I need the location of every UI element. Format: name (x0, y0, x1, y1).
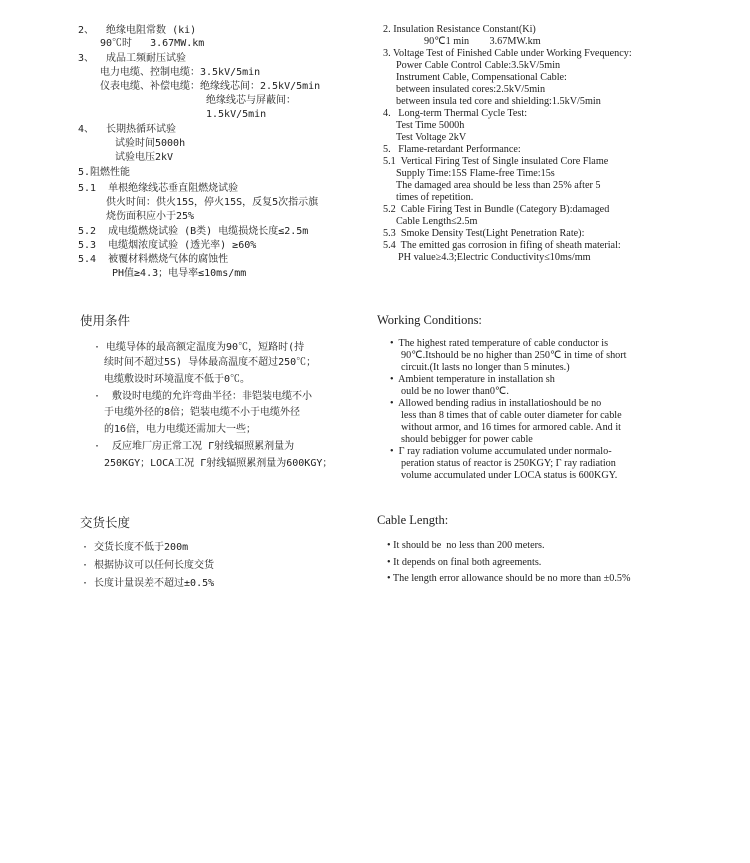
spec-line: 烧伤面积应小于25% (106, 211, 195, 222)
condition-line: · 敷设时电缆的允许弯曲半径：非铠装电缆不小 (94, 391, 313, 402)
spec-line: 5.2 Cable Firing Test in Bundle (Category B):damaged (383, 204, 610, 215)
spec-line: 试验时间5000h (115, 138, 186, 149)
condition-line: 250KGY；LOCA工况 Γ射线辐照累剂量为600KGY； (104, 458, 333, 469)
length-line: • It depends on final both agreements. (387, 557, 542, 568)
condition-line: · 电缆导体的最高额定温度为90℃，短路时(持 (94, 342, 305, 353)
length-title: 交货长度 (80, 515, 131, 530)
conditions-title: 使用条件 (80, 313, 131, 328)
spec-line: 4. Long-term Thermal Cycle Test: (383, 108, 528, 119)
length-line: • The length error allowance should be no more than ±0.5% (387, 573, 631, 584)
spec-line: 90℃1 min 3.67MW.km (424, 36, 541, 47)
spec-line: 5.3 电缆烟浓度试验 (透光率) ≥60% (78, 240, 257, 251)
condition-line: without armor, and 16 times for armored cable. And it (401, 422, 621, 433)
spec-line: 绝缘线芯与屏蔽间： (206, 95, 296, 106)
length-title: Cable Length: (377, 513, 449, 527)
spec-line: PH value≥4.3;Electric Conductivity≤10ms/mm (398, 252, 591, 263)
condition-line: circuit.(It lasts no longer than 5 minutes.) (401, 362, 570, 373)
spec-line: 1.5kV/5min (206, 109, 267, 120)
spec-line: 3、 成品工频耐压试验 (78, 53, 187, 64)
condition-line: · 反应堆厂房正常工况 Γ射线辐照累剂量为 (94, 441, 295, 452)
spec-line: 2、 绝缘电阻常数 (ki) (78, 25, 197, 36)
spec-line: 2. Insulation Resistance Constant(Ki) (383, 24, 536, 35)
length-line: • It should be no less than 200 meters. (387, 540, 545, 551)
condition-line: 电缆敷设时环境温度不低于0℃。 (104, 374, 251, 385)
condition-line: should bebigger for power cable (401, 434, 533, 445)
length-line: · 长度计量误差不超过±0.5% (82, 578, 215, 589)
length-line: · 根据协议可以任何长度交货 (82, 560, 215, 571)
spec-line: 5.1 单根绝缘线芯垂直阻燃烧试验 (78, 183, 239, 194)
spec-line: 5.1 Vertical Firing Test of Single insulated Core Flame (383, 156, 609, 167)
spec-line: Test Time 5000h (396, 120, 465, 131)
spec-line: 90℃时 3.67MW.km (100, 38, 205, 49)
condition-line: 续时间不超过5S) 导体最高温度不超过250℃； (104, 357, 317, 368)
spec-line: The damaged area should be less than 25% after 5 (396, 180, 601, 191)
condition-line: volume accumulated under LOCA status is 600KGY. (401, 470, 618, 481)
condition-line: 于电缆外径的8倍；铠装电缆不小于电缆外径 (104, 407, 301, 418)
spec-line: between insulated cores:2.5kV/5min (396, 84, 546, 95)
condition-line: • Allowed bending radius in installatioshould be no (390, 398, 602, 409)
spec-line: Instrument Cable, Compensational Cable: (396, 72, 567, 83)
condition-line: • Ambient temperature in installation sh (390, 374, 555, 385)
spec-line: 试验电压2kV (115, 152, 174, 163)
spec-line: 3. Voltage Test of Finished Cable under Working Fvequency: (383, 48, 632, 59)
condition-line: ould be no lower than0℃. (401, 386, 509, 397)
condition-line: less than 8 times that of cable outer diameter for cable (401, 410, 622, 421)
spec-line: Supply Time:15S Flame-free Time:15s (396, 168, 555, 179)
conditions-title: Working Conditions: (377, 313, 482, 327)
spec-line: between insula ted core and shielding:1.5kV/5min (396, 96, 601, 107)
spec-line: 4、 长期热循环试验 (78, 124, 177, 135)
spec-line: 5.阻燃性能 (78, 167, 131, 178)
condition-line: • Γ ray radiation volume accumulated under normalo- (390, 446, 612, 457)
spec-line: 5.3 Smoke Density Test(Light Penetration Rate): (383, 228, 585, 239)
spec-line: 电力电缆、控制电缆：3.5kV/5min (100, 67, 261, 78)
spec-line: 5.2 成电缆燃烧试验 (B类) 电缆损烧长度≤2.5m (78, 226, 309, 237)
condition-line: 90℃.Itshould be no higher than 250℃ in time of short (401, 350, 627, 361)
spec-line: Cable Length≤2.5m (396, 216, 478, 227)
spec-line: times of repetition. (396, 192, 474, 203)
condition-line: 的16倍，电力电缆还需加大一些； (104, 424, 257, 435)
spec-line: PH值≥4.3；电导率≤10ms/mm (112, 268, 247, 279)
spec-line: Test Voltage 2kV (396, 132, 467, 143)
spec-line: 仪表电缆、补偿电缆：绝缘线芯间：2.5kV/5min (100, 81, 321, 92)
condition-line: • The highest rated temperature of cable conductor is (390, 338, 609, 349)
spec-line: 5. Flame-retardant Performance: (383, 144, 521, 155)
spec-line: 供火时间：供火15S，停火15S，反复5次指示旗 (106, 197, 319, 208)
spec-line: Power Cable Control Cable:3.5kV/5min (396, 60, 561, 71)
condition-line: peration status of reactor is 250KGY; Γ ray radiation (401, 458, 616, 469)
length-line: · 交货长度不低于200m (82, 542, 189, 553)
spec-line: 5.4 被覆材料燃烧气体的腐蚀性 (78, 254, 229, 265)
spec-line: 5.4 The emitted gas corrosion in fifing of sheath material: (383, 240, 621, 251)
